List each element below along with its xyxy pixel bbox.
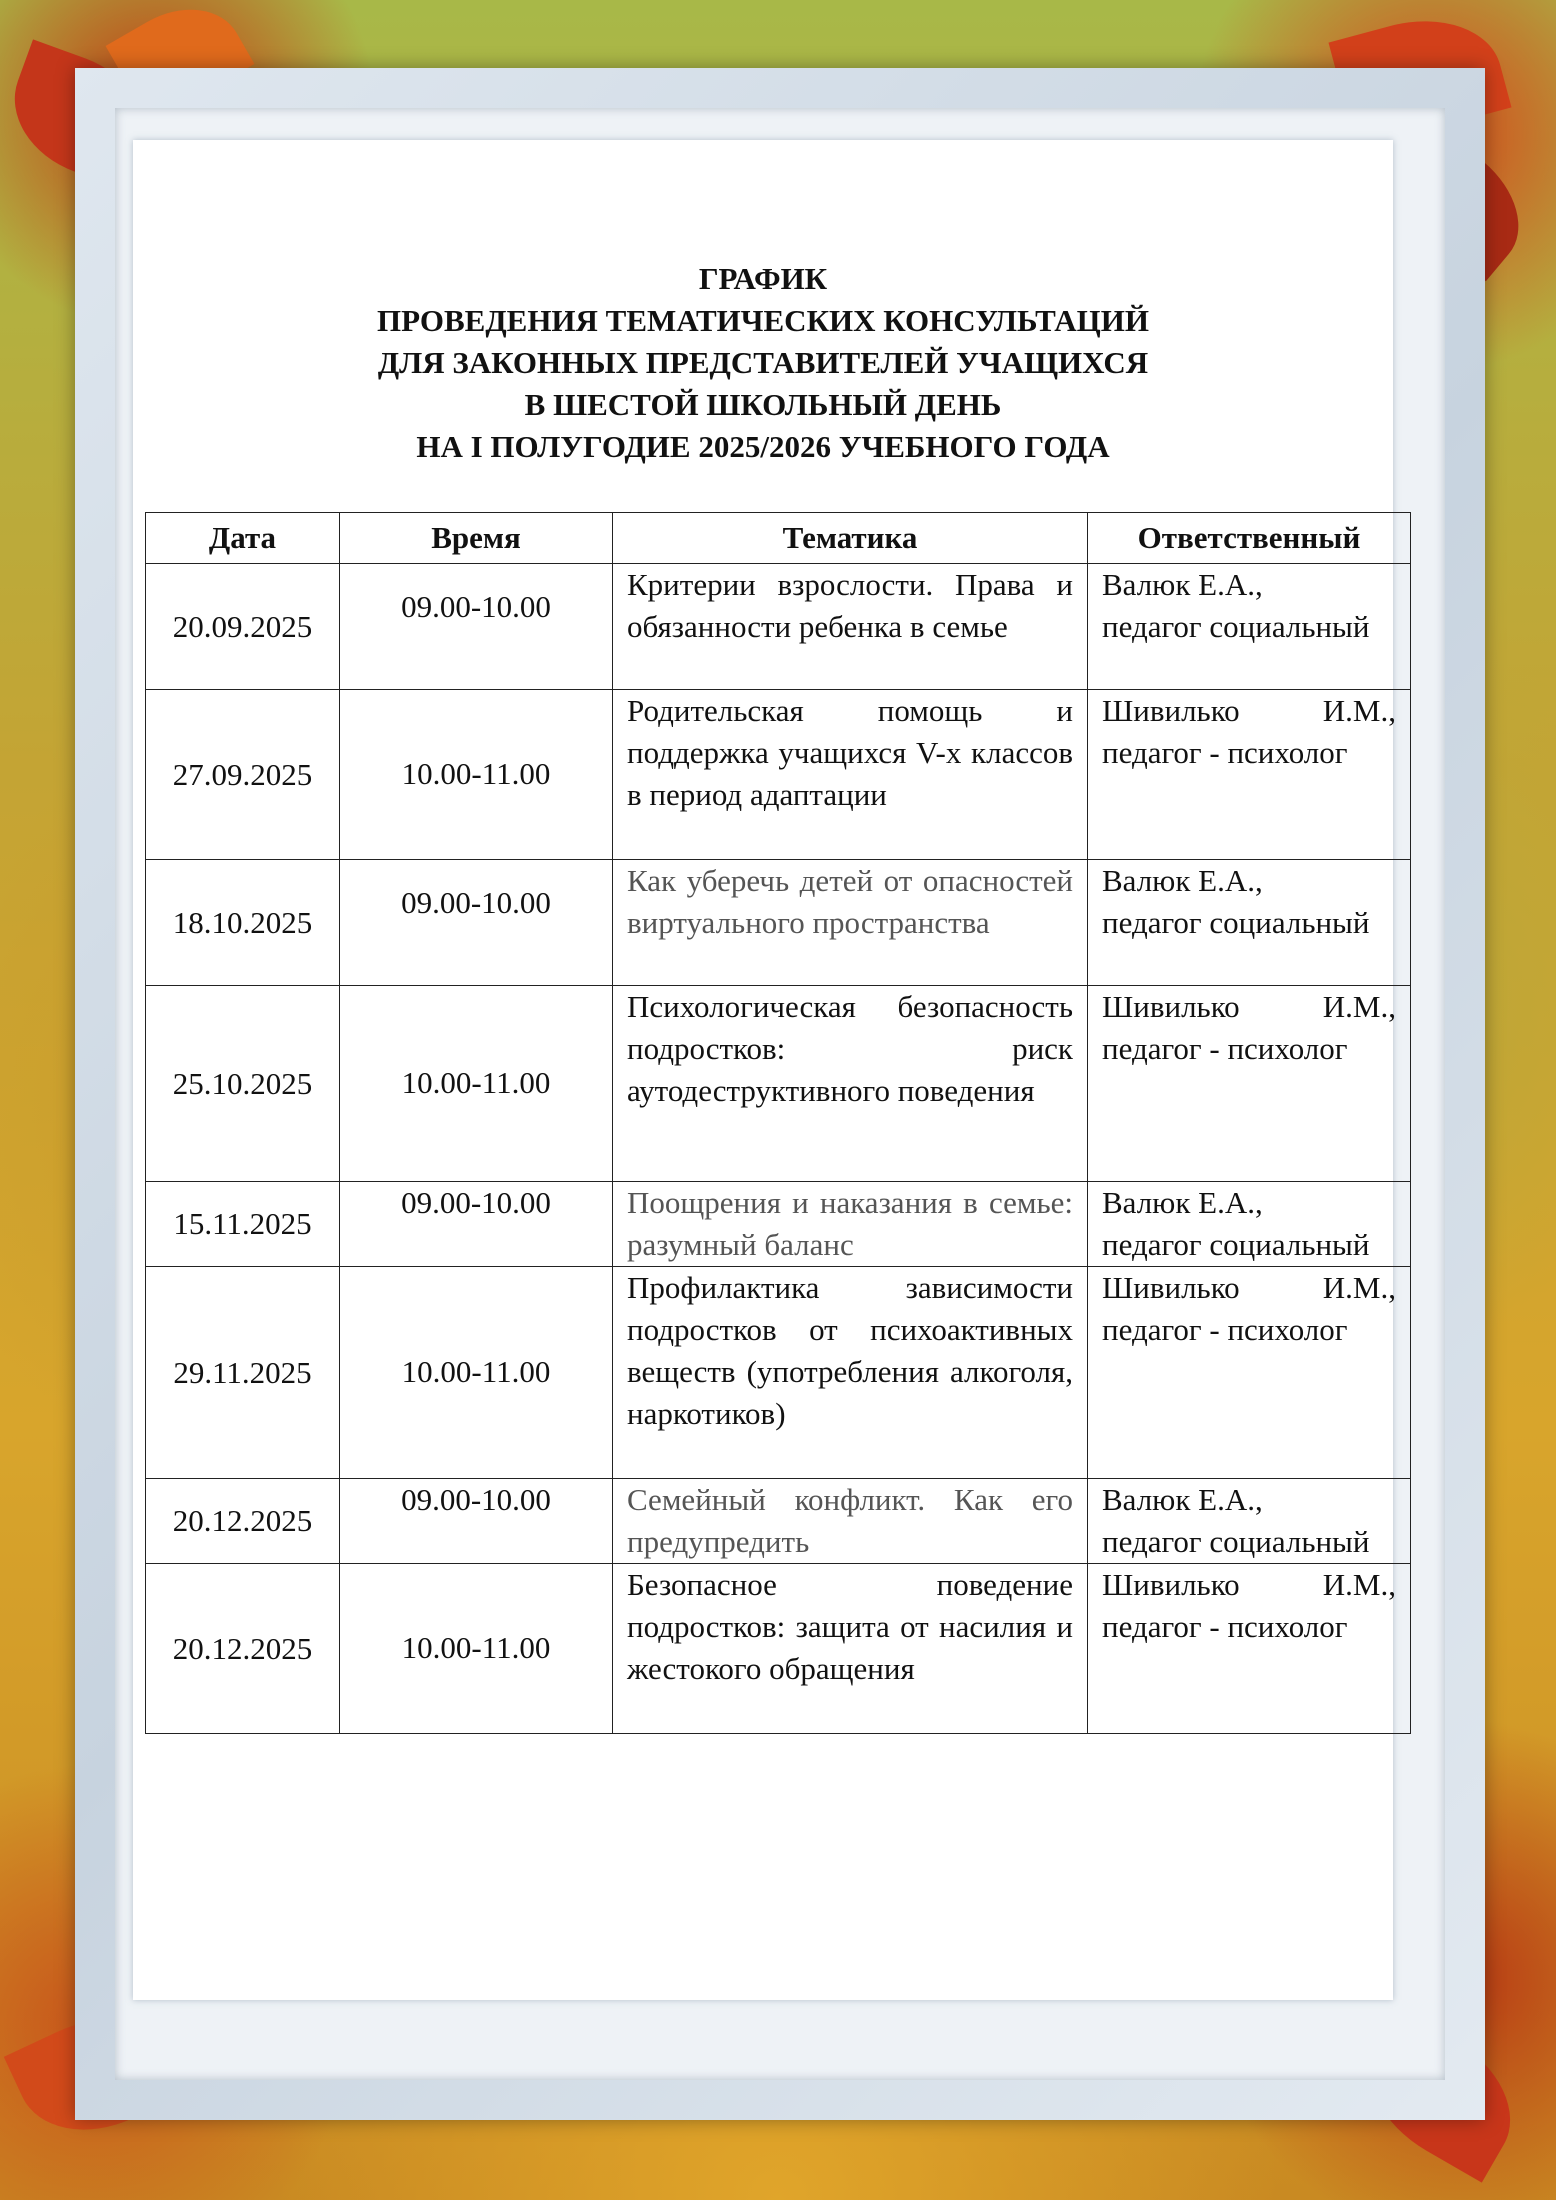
header-time: Время (340, 513, 613, 564)
responsible-role: педагог социальный (1102, 905, 1370, 940)
table-row (146, 1564, 1411, 1734)
topic-cell: Как уберечь детей от опасностей виртуального пространства (613, 860, 1088, 986)
time-cell: 10.00-11.00 (340, 986, 613, 1182)
header-topic: Тематика (613, 513, 1088, 564)
responsible-cell (1088, 1182, 1411, 1267)
responsible-name: Шивилько И.М., (1102, 693, 1396, 728)
title-line: ДЛЯ ЗАКОННЫХ ПРЕДСТАВИТЕЛЕЙ УЧАЩИХСЯ (377, 345, 1149, 380)
title-line: В ШЕСТОЙ ШКОЛЬНЫЙ ДЕНЬ (524, 387, 1002, 422)
responsible-cell (1088, 564, 1411, 690)
time-cell: 10.00-11.00 (340, 1564, 613, 1734)
responsible-cell (1088, 986, 1411, 1182)
responsible-role: педагог - психолог (1102, 735, 1348, 770)
responsible-name: Валюк Е.А., (1102, 567, 1263, 602)
responsible-cell (1088, 860, 1411, 986)
time-cell: 09.00-10.00 (340, 860, 613, 986)
table-row (146, 1182, 1411, 1267)
date-cell: 27.09.2025 (146, 690, 340, 860)
date-cell: 15.11.2025 (146, 1182, 340, 1267)
title-line: ГРАФИК (698, 261, 828, 296)
topic-cell: Психологическая безопасность подростков: риск аутодеструктивного поведения (613, 986, 1088, 1182)
schedule-table (145, 512, 1411, 1734)
time-cell: 09.00-10.00 (340, 1479, 613, 1564)
responsible-role: педагог - психолог (1102, 1031, 1348, 1066)
date-cell: 20.12.2025 (146, 1479, 340, 1564)
table-row (146, 1479, 1411, 1564)
responsible-name: Валюк Е.А., (1102, 1482, 1263, 1517)
responsible-role: педагог - психолог (1102, 1312, 1348, 1347)
date-cell: 18.10.2025 (146, 860, 340, 986)
table-header-row (146, 513, 1411, 564)
topic-cell: Критерии взрослости. Права и обязанности ребенка в семье (613, 564, 1088, 690)
responsible-name: Шивилько И.М., (1102, 1567, 1396, 1602)
responsible-role: педагог - психолог (1102, 1609, 1348, 1644)
topic-cell: Родительская помощь и поддержка учащихся V-х классов в период адаптации (613, 690, 1088, 860)
table-row (146, 1267, 1411, 1479)
time-cell: 09.00-10.00 (340, 1182, 613, 1267)
time-cell: 10.00-11.00 (340, 1267, 613, 1479)
table-row (146, 564, 1411, 690)
date-cell: 29.11.2025 (146, 1267, 340, 1479)
document-sheet (133, 140, 1396, 2000)
header-responsible: Ответственный (1088, 513, 1411, 564)
table-row (146, 986, 1411, 1182)
responsible-cell (1088, 1479, 1411, 1564)
responsible-cell (1088, 690, 1411, 860)
page-title (133, 258, 1393, 468)
responsible-role: педагог социальный (1102, 1227, 1370, 1262)
responsible-name: Шивилько И.М., (1102, 1270, 1396, 1305)
responsible-cell (1088, 1564, 1411, 1734)
picture-frame (75, 68, 1485, 2120)
topic-cell: Поощрения и наказания в семье: разумный баланс (613, 1182, 1088, 1267)
responsible-cell (1088, 1267, 1411, 1479)
table-row (146, 860, 1411, 986)
time-cell: 09.00-10.00 (340, 564, 613, 690)
date-cell: 25.10.2025 (146, 986, 340, 1182)
responsible-role: педагог социальный (1102, 1524, 1370, 1559)
responsible-role: педагог социальный (1102, 609, 1370, 644)
topic-cell: Безопасное поведение подростков: защита от насилия и жестокого обращения (613, 1564, 1088, 1734)
date-cell: 20.12.2025 (146, 1564, 340, 1734)
topic-cell: Семейный конфликт. Как его предупредить (613, 1479, 1088, 1564)
table-row (146, 690, 1411, 860)
date-cell: 20.09.2025 (146, 564, 340, 690)
title-line: НА I ПОЛУГОДИЕ 2025/2026 УЧЕБНОГО ГОДА (416, 429, 1110, 464)
time-cell: 10.00-11.00 (340, 690, 613, 860)
responsible-name: Шивилько И.М., (1102, 989, 1396, 1024)
title-line: ПРОВЕДЕНИЯ ТЕМАТИЧЕСКИХ КОНСУЛЬТАЦИЙ (376, 303, 1149, 338)
topic-cell: Профилактика зависимости подростков от психоактивных веществ (употребления алкоголя, наркотиков) (613, 1267, 1088, 1479)
header-date: Дата (146, 513, 340, 564)
responsible-name: Валюк Е.А., (1102, 863, 1263, 898)
responsible-name: Валюк Е.А., (1102, 1185, 1263, 1220)
